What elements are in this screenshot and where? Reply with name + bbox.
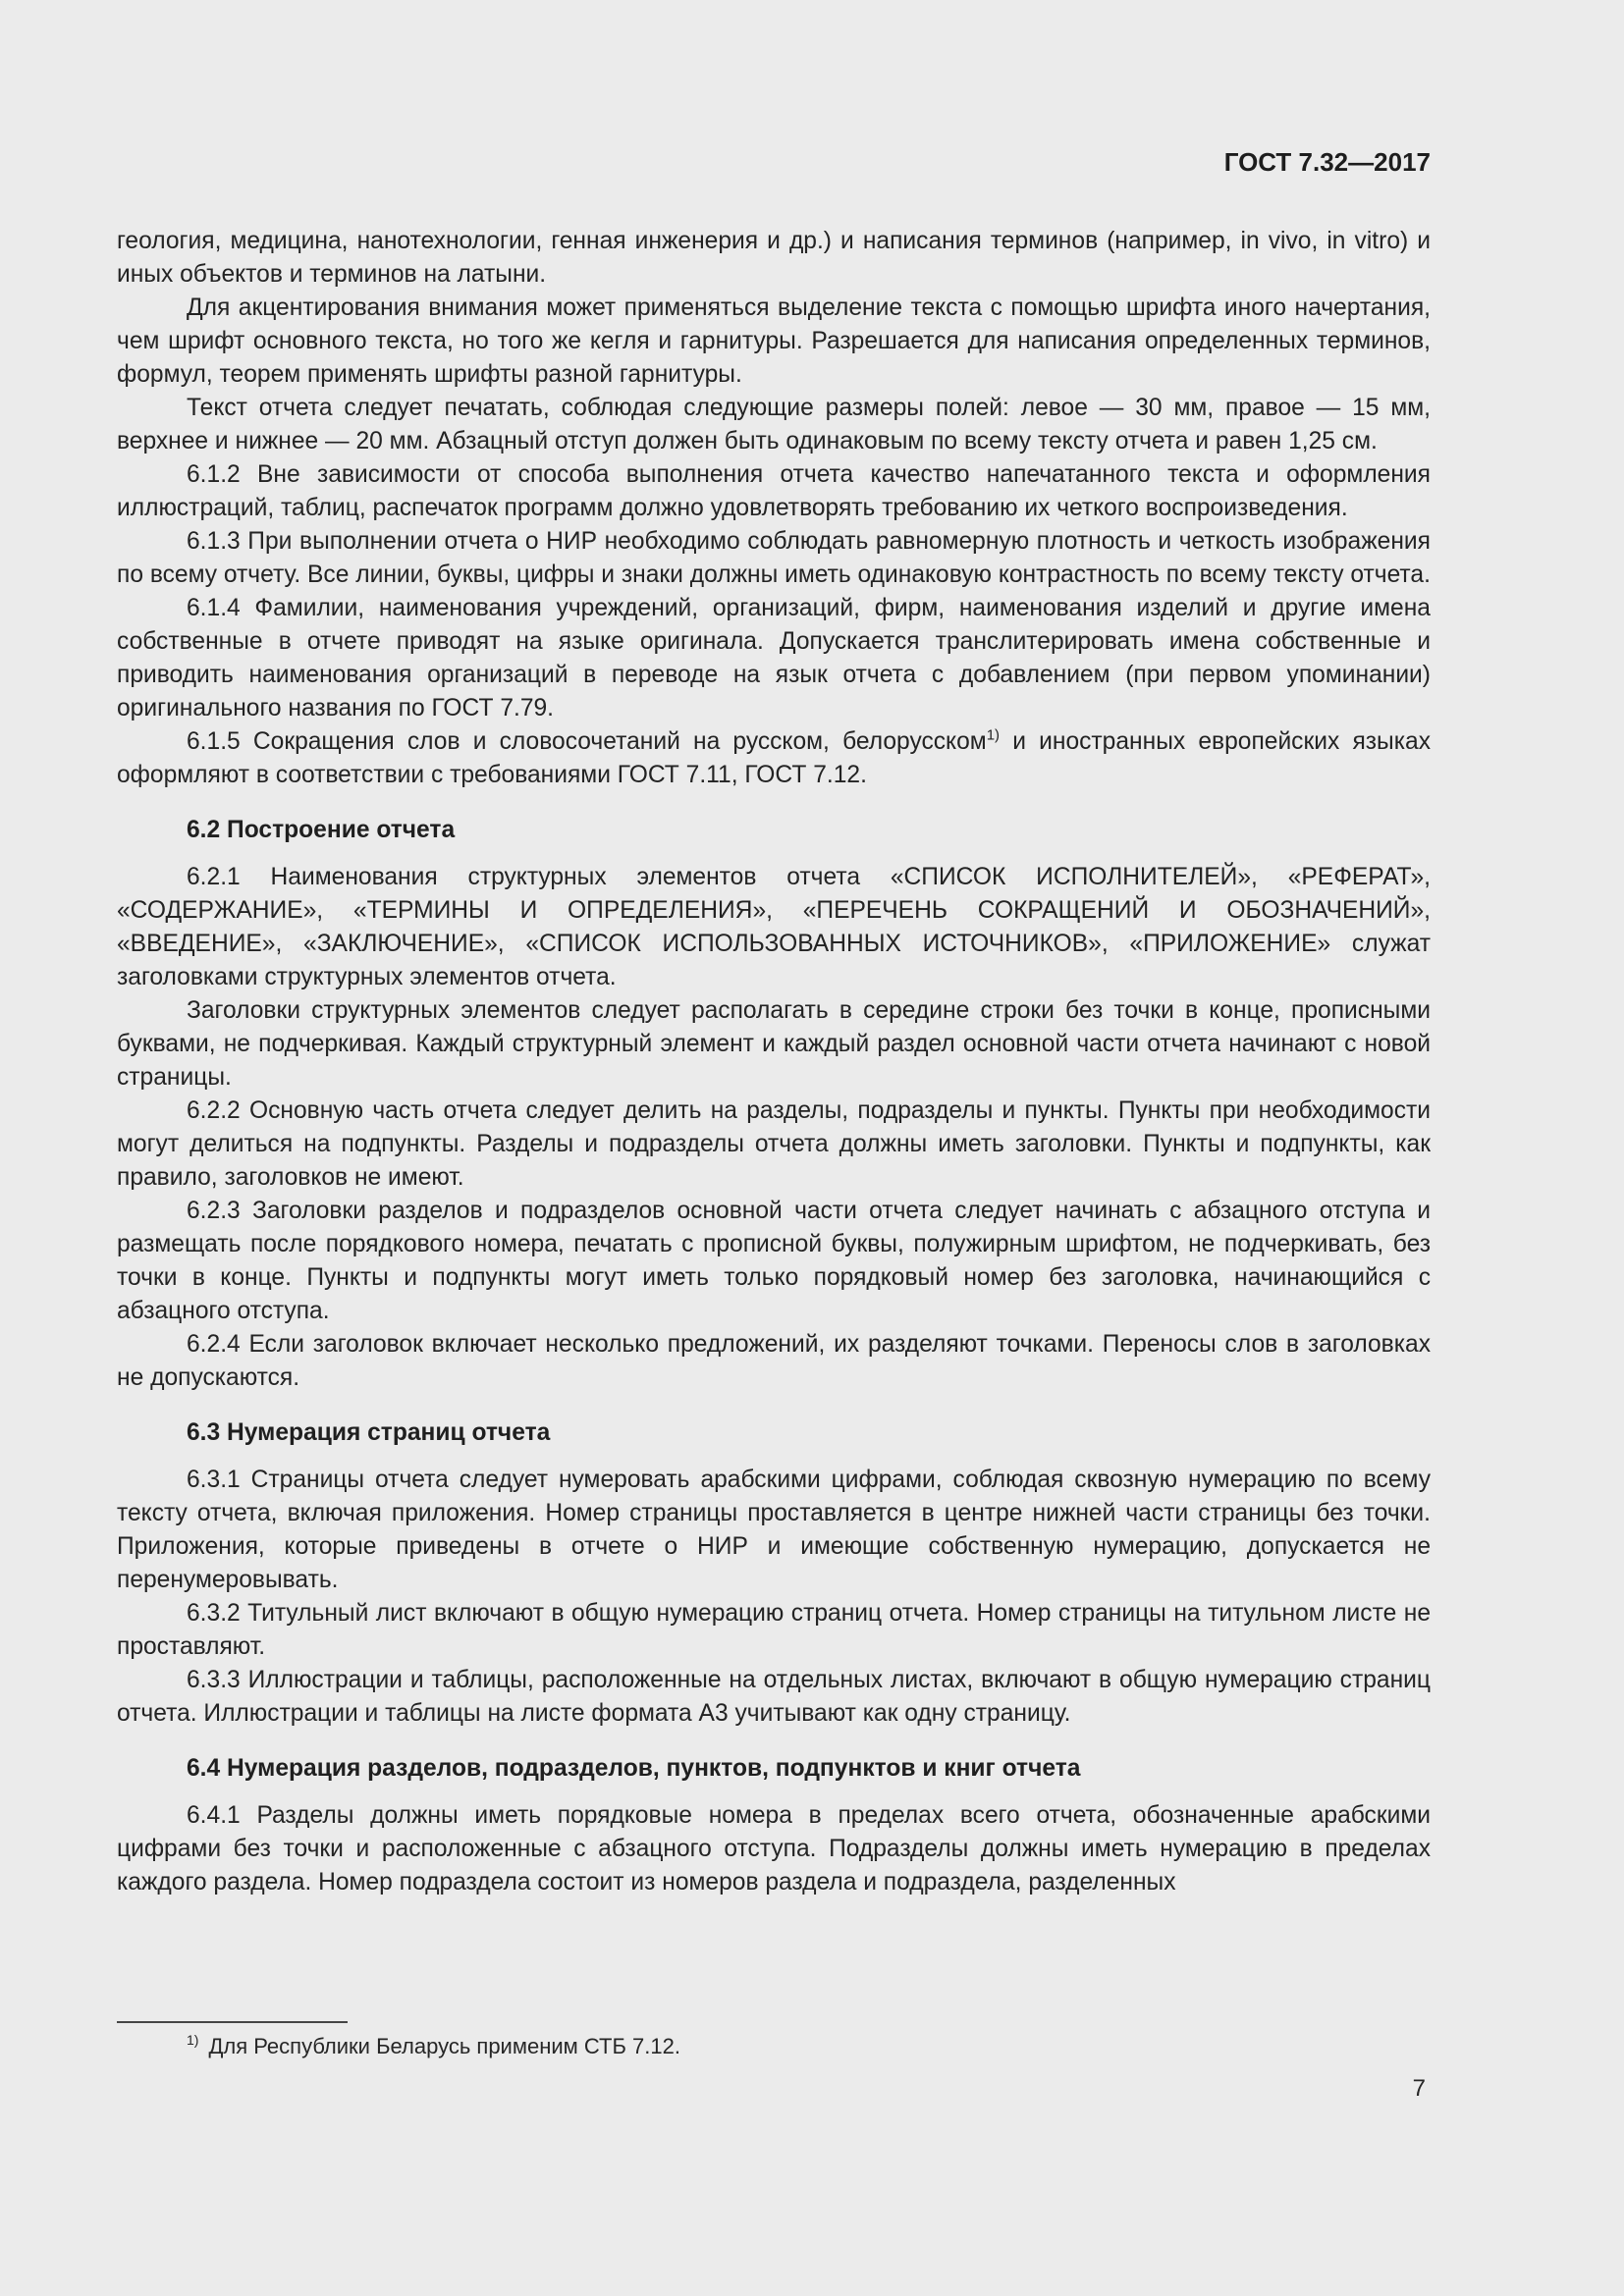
paragraph-6-1-4: 6.1.4 Фамилии, наименования учреждений, организаций, фирм, наименования изделий и другие имена собственные в отчете приводят на языке оригинала. Допускается транслитерировать имена собственные и приводить наименования организаций в переводе на язык отчета с добавлением (при первом упоминании) оригинального названия по ГОСТ 7.79. [117, 595, 1431, 721]
body-text [117, 225, 1431, 1899]
section-heading-6-3: 6.3 Нумерация страниц отчета [187, 1419, 551, 1446]
footnote-separator [117, 2021, 348, 2023]
page-number: 7 [1412, 2075, 1426, 2102]
paragraph-6-3-2: 6.3.2 Титульный лист включают в общую нумерацию страниц отчета. Номер страницы на титульном листе не проставляют. [117, 1600, 1431, 1660]
paragraph-6-3-3: 6.3.3 Иллюстрации и таблицы, расположенные на отдельных листах, включают в общую нумерацию страниц отчета. Иллюстрации и таблицы на листе формата А3 учитывают как одну страницу. [117, 1667, 1431, 1727]
paragraph-6-2-1: 6.2.1 Наименования структурных элементов отчета «СПИСОК ИСПОЛНИТЕЛЕЙ», «РЕФЕРАТ», «СОДЕРЖАНИЕ», «ТЕРМИНЫ И ОПРЕДЕЛЕНИЯ», «ПЕРЕЧЕНЬ СОКРАЩЕНИЙ И ОБОЗНАЧЕНИЙ», «ВВЕДЕНИЕ», «ЗАКЛЮЧЕНИЕ», «СПИСОК ИСПОЛЬЗОВАННЫХ ИСТОЧНИКОВ», «ПРИЛОЖЕНИЕ» служат заголовками структурных элементов отчета. [117, 864, 1431, 990]
section-heading-6-4: 6.4 Нумерация разделов, подразделов, пунктов, подпунктов и книг отчета [187, 1755, 1081, 1782]
paragraph-6-4-1: 6.4.1 Разделы должны иметь порядковые номера в пределах всего отчета, обозначенные арабскими цифрами без точки и расположенные с абзацного отступа. Подразделы должны иметь нумерацию в пределах каждого раздела. Номер подраздела состоит из номеров раздела и подраздела, разделенных [117, 1802, 1431, 1896]
paragraph-6-2-4: 6.2.4 Если заголовок включает несколько предложений, их разделяют точками. Переносы слов в заголовках не допускаются. [117, 1331, 1431, 1391]
footnote-text: Для Республики Беларусь применим СТБ 7.12. [208, 2034, 680, 2058]
paragraph: Заголовки структурных элементов следует располагать в середине строки без точки в конце, прописными буквами, не подчеркивая. Каждый структурный элемент и каждый раздел основной части отчета начинают с новой страницы. [117, 997, 1431, 1091]
paragraph-6-2-2: 6.2.2 Основную часть отчета следует делить на разделы, подразделы и пункты. Пункты при необходимости могут делиться на подпункты. Разделы и подразделы отчета должны иметь заголовки. Пункты и подпункты, как правило, заголовков не имеют. [117, 1097, 1431, 1191]
footnote-marker: 1) [187, 2031, 199, 2048]
paragraph-6-2-3: 6.2.3 Заголовки разделов и подразделов основной части отчета следует начинать с абзацного отступа и размещать после порядкового номера, печатать с прописной буквы, полужирным шрифтом, не подчеркивать, без точки в конце. Пункты и подпункты могут иметь только порядковый номер без заголовка, начинающийся с абзацного отступа. [117, 1198, 1431, 1324]
paragraph-text: 6.1.5 Сокращения слов и словосочетаний на русском, белорусском [187, 728, 987, 755]
footnote-reference: 1) [986, 726, 1001, 744]
paragraph-6-1-3: 6.1.3 При выполнении отчета о НИР необходимо соблюдать равномерную плотность и четкость изображения по всему отчету. Все линии, буквы, цифры и знаки должны иметь одинаковую контрастность по всему тексту отчета. [117, 528, 1431, 588]
paragraph-text: и иностранных европейских языках оформляют в соответствии с требованиями ГОСТ 7.11, ГОСТ 7.12. [117, 728, 1431, 788]
document-code-header: ГОСТ 7.32—2017 [1223, 147, 1431, 177]
paragraph-6-3-1: 6.3.1 Страницы отчета следует нумеровать арабскими цифрами, соблюдая сквозную нумерацию по всему тексту отчета, включая приложения. Номер страницы проставляется в центре нижней части страницы без точки. Приложения, которые приведены в отчете о НИР и имеющие собственную нумерацию, допускается не перенумеровывать. [117, 1467, 1431, 1593]
paragraph: Для акцентирования внимания может применяться выделение текста с помощью шрифта иного начертания, чем шрифт основного текста, но того же кегля и гарнитуры. Разрешается для написания определенных терминов, формул, теорем применять шрифты разной гарнитуры. [117, 294, 1431, 388]
paragraph: Текст отчета следует печатать, соблюдая следующие размеры полей: левое — 30 мм, правое — 15 мм, верхнее и нижнее — 20 мм. Абзацный отступ должен быть одинаковым по всему тексту отчета и равен 1,25 см. [117, 395, 1431, 454]
paragraph-6-1-2: 6.1.2 Вне зависимости от способа выполнения отчета качество напечатанного текста и оформления иллюстраций, таблиц, распечаток программ должно удовлетворять требованию их четкого воспроизведения. [117, 461, 1431, 521]
paragraph-6-1-5 [117, 725, 1431, 792]
footnote [187, 2032, 680, 2061]
section-heading-6-2: 6.2 Построение отчета [187, 817, 456, 843]
paragraph: геология, медицина, нанотехнологии, генная инженерия и др.) и написания терминов (например, in vivo, in vitro) и иных объектов и терминов на латыни. [117, 228, 1431, 288]
